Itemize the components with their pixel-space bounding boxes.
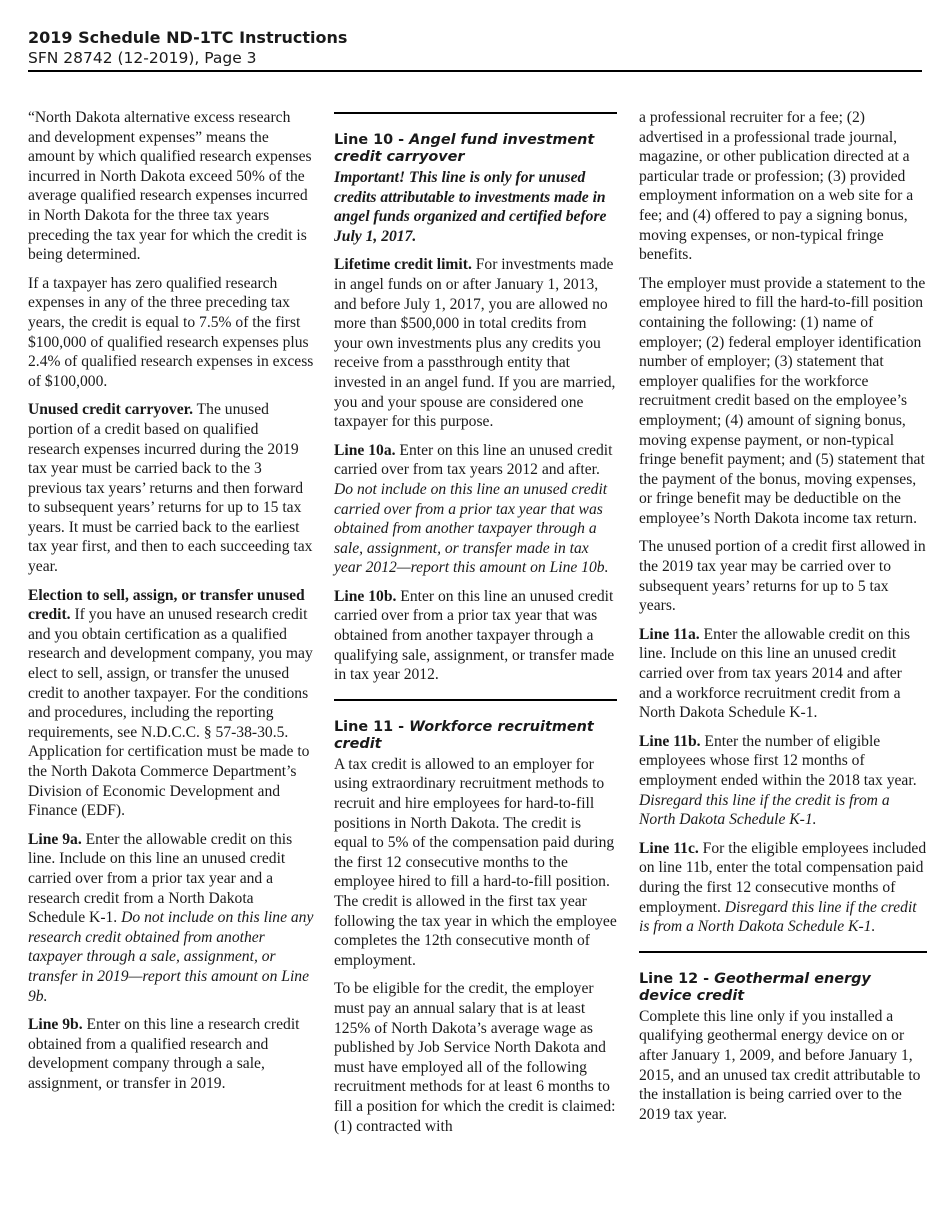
paragraph-geothermal-credit: Complete this line only if you installed a qualifying geothermal energy device on or after January 1, 2009, and before January 1, 2015, and an unused tax credit attributable to the installation is being carried over to the 2019 tax year. bbox=[639, 1007, 921, 1123]
paragraph-line-10a bbox=[334, 441, 617, 578]
heading-line-12-title: Geothermal energy device credit bbox=[639, 970, 871, 1004]
note-line-9a: Do not include on this line any research credit obtained from another taxpayer through a sale, assignment, or transfer in 2019—report this amount on Line 9b. bbox=[28, 909, 314, 1005]
paragraph-unused-credit-carryover bbox=[28, 400, 314, 576]
paragraph-line-11a bbox=[639, 625, 927, 723]
note-line-10a: Do not include on this line an unused credit carried over from a prior tax year that was obtained from another taxpayer through a sale, assignment, or transfer made in tax year 2012—report this amount on Line 10b. bbox=[334, 480, 609, 577]
heading-line-12-prefix: Line 12 - bbox=[639, 970, 715, 987]
paragraph-recruitment-methods: a professional recruiter for a fee; (2) advertised in a professional trade journal, magazine, or other publication directed at a particular trade or profession; (3) provided employment information on a web site for a fee; and (4) offered to pay a signing bonus, moving expenses, or non-typical fringe benefits. bbox=[639, 109, 914, 264]
text-unused-credit-carryover: The unused portion of a credit based on qualified research expenses incurred during the 2019 tax year must be carried back to the 3 previous tax years’ returns and then forward to subsequent years’ returns for up to 15 tax years. It must be carried back to the earliest tax year first, and then to each succeeding tax year. bbox=[28, 401, 313, 576]
document-subtitle: SFN 28742 (12-2019), Page 3 bbox=[28, 49, 257, 67]
text-line-11a: Enter the allowable credit on this line. Include on this line an unused credit carried over from tax years 2014 and after and a workforce recruitment credit from a North Dakota Schedule K-1. bbox=[639, 625, 911, 722]
column-2 bbox=[334, 108, 617, 1145]
text-line-11b: Enter the number of eligible employees whose first 12 months of employment ended within the 2018 tax year. bbox=[639, 732, 917, 789]
lead-line-11c: Line 11c. bbox=[639, 839, 699, 857]
paragraph-election-transfer bbox=[28, 586, 314, 821]
lead-line-11b: Line 11b. bbox=[639, 732, 701, 750]
lead-line-9a: Line 9a. bbox=[28, 830, 82, 848]
lead-line-10a: Line 10a. bbox=[334, 441, 396, 459]
paragraph-employer-statement: The employer must provide a statement to the employee hired to fill the hard-to-fill position containing the following: (1) name of employer; (2) federal employer identification number of employer; (3) statement that employer qualifies for the workforce recruitment credit based on the employee’s employment; (4) amount of signing bonus, moving expense payment, or non-typical fringe benefit payment; and (5) statement that the payment of the bonus, moving expenses, or fringe benefit may be deductible on the employee’s North Dakota income tax return. bbox=[639, 274, 926, 527]
paragraph-zero-expenses: If a taxpayer has zero qualified research expenses in any of the three preceding tax years, the credit is equal to 7.5% of the first $100,000 of qualified research expenses plus 2.4% of qualified research expenses in excess of $100,000. bbox=[28, 274, 314, 390]
note-line-11c: Disregard this line if the credit is from a North Dakota Schedule K-1. bbox=[639, 898, 917, 936]
header-divider bbox=[28, 70, 922, 72]
lead-unused-credit-carryover: Unused credit carryover. bbox=[28, 401, 194, 419]
paragraph-line-9a bbox=[28, 830, 314, 1006]
note-line-11b: Disregard this line if the credit is from a North Dakota Schedule K-1. bbox=[639, 791, 890, 829]
heading-line-10-prefix: Line 10 - bbox=[334, 132, 410, 148]
paragraph-line-9b bbox=[28, 1015, 314, 1093]
paragraph-workforce-credit-description: A tax credit is allowed to an employer for using extraordinary recruitment methods to recruit and hire employees for hard-to-fill positions in North Dakota. The credit is equal to 5% of the compensation paid during the first 12 consecutive months to the employee hired to fill a hard-to-fill position. The credit is allowed in the first tax year following the tax year in which the employee completes the 12th consecutive month of employment. bbox=[334, 755, 617, 969]
paragraph-unused-portion: The unused portion of a credit first allowed in the 2019 tax year may be carried over to subsequent years’ returns for up to 5 tax years. bbox=[639, 538, 926, 615]
text-line-11c: For the eligible employees included on line 11b, enter the total compensation paid during the first 12 consecutive months of employment. bbox=[639, 839, 927, 916]
heading-line-11-title: Workforce recruitment credit bbox=[334, 718, 594, 752]
text-line-10b: Enter on this line an unused credit carried over from a prior tax year that was obtained from another taxpayer through a qualifying sale, assignment, or transfer made in tax year 2012. bbox=[334, 587, 615, 684]
heading-line-11 bbox=[334, 719, 617, 753]
paragraph-line-11b bbox=[639, 732, 927, 830]
paragraph-excess-rd-definition: “North Dakota alternative excess research and development expenses” means the amount by which qualified research expenses incurred in North Dakota exceed 50% of the average qualified research expenses incurred in North Dakota for the three tax years preceding the tax year for which the credit is being determined. bbox=[28, 109, 312, 264]
section-divider-line-12 bbox=[639, 951, 927, 953]
heading-line-10 bbox=[334, 132, 617, 166]
paragraph-line-11c bbox=[639, 839, 927, 937]
text-line-9b: Enter on this line a research credit obtained from a qualified research and development company through a sale, assignment, or transfer in 2019. bbox=[28, 1016, 300, 1092]
section-divider-line-10 bbox=[334, 112, 617, 114]
lead-line-10b: Line 10b. bbox=[334, 587, 397, 605]
text-lifetime-credit-limit: For investments made in angel funds on or after January 1, 2013, and before July 1, 2017, you are allowed no more than $500,000 in total credits from your own investments plus any credits you receive from a passthrough entity that invested in an angel fund. If you are married, you and your spouse are considered one taxpayer for this purpose. bbox=[334, 256, 616, 431]
lead-lifetime-credit-limit: Lifetime credit limit. bbox=[334, 256, 472, 274]
column-3 bbox=[639, 108, 927, 1133]
lead-line-9b: Line 9b. bbox=[28, 1016, 83, 1034]
heading-line-10-title: Angel fund investment credit carryover bbox=[334, 132, 595, 165]
column-1 bbox=[28, 108, 314, 1103]
lead-election-transfer: Election to sell, assign, or transfer unused credit. bbox=[28, 586, 305, 624]
heading-line-11-prefix: Line 11 - bbox=[334, 718, 410, 735]
paragraph-lifetime-credit-limit bbox=[334, 255, 617, 431]
page-header bbox=[28, 28, 922, 68]
paragraph-workforce-eligibility: To be eligible for the credit, the employer must pay an annual salary that is at least 125% of North Dakota’s average wage as published by Job Service North Dakota and must have employed all of the following recruitment methods for at least 6 months to fill a position for which the credit is claimed: (1) contracted with bbox=[334, 980, 616, 1135]
text-line-9a: Enter the allowable credit on this line. Include on this line an unused credit carried over from a prior tax year and a research credit from a North Dakota Schedule K-1. bbox=[28, 830, 293, 927]
heading-line-12 bbox=[639, 971, 927, 1005]
text-line-10a: Enter on this line an unused credit carried over from tax years 2012 and after. bbox=[334, 441, 613, 479]
lead-line-11a: Line 11a. bbox=[639, 625, 700, 643]
section-divider-line-11 bbox=[334, 699, 617, 701]
paragraph-line-10b bbox=[334, 587, 617, 685]
important-note-line-10: Important! This line is only for unused credits attributable to investments made in angel funds organized and certified before July 1, 2017. bbox=[334, 169, 607, 245]
document-title: 2019 Schedule ND-1TC Instructions bbox=[28, 28, 348, 47]
text-election-transfer: If you have an unused research credit and you obtain certification as a qualified research and development company, you may elect to sell, assign, or transfer the unused credit to another taxpayer. For the conditions and procedures, including the reporting requirements, see N.D.C.C. § 57-38-30.5. Application for certification must be made to the North Dakota Commerce Department’s Division of Economic Development and Finance (EDF). bbox=[28, 606, 313, 820]
